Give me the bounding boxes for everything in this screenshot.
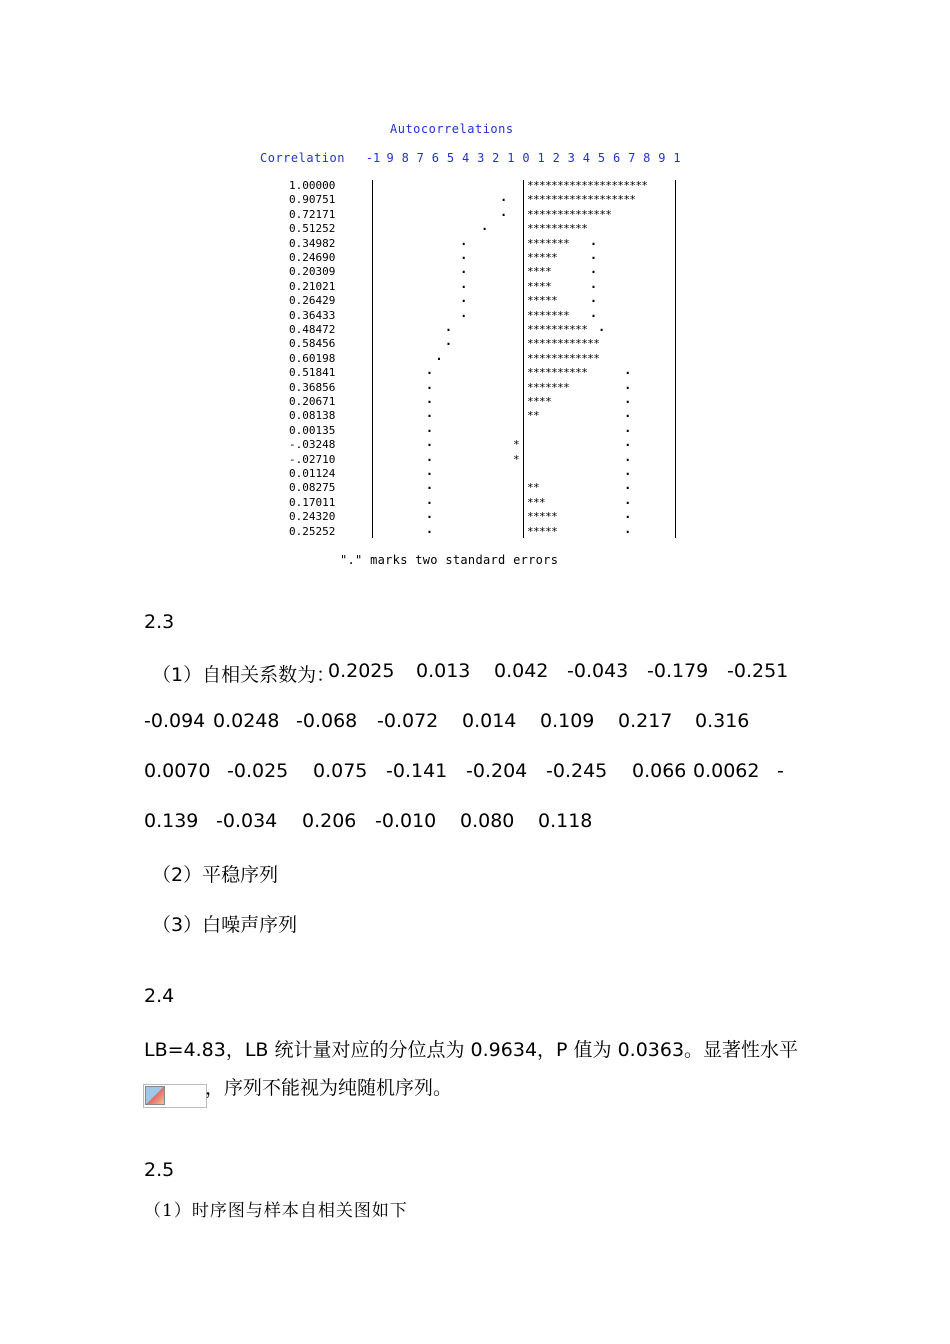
acf-se-mark: . <box>425 464 434 478</box>
section-heading-2-4: 2.4 <box>144 985 175 1007</box>
acf-row-bar: ***** <box>527 294 558 308</box>
acf-row-bar: ************ <box>527 337 600 351</box>
acf-se-mark: . <box>624 507 632 522</box>
acf-row-bar: ************** <box>527 207 612 221</box>
acf-scale-tick: 3 <box>477 151 485 165</box>
acf-value: 0.217 <box>618 710 673 732</box>
acf-se-mark: . <box>425 377 434 392</box>
acf-value: - <box>777 760 784 782</box>
acf-value: -0.179 <box>647 660 709 682</box>
acf-row-value: 0.08138 <box>289 409 336 423</box>
q3-answer: （3）白噪声序列 <box>152 914 298 936</box>
acf-row-value: 0.00135 <box>289 423 336 437</box>
acf-row-value: 0.51841 <box>289 366 336 380</box>
q1-figure-caption: （1）时序图与样本自相关图如下 <box>144 1201 408 1221</box>
acf-row-value: 0.34982 <box>289 236 336 250</box>
acf-se-mark: . <box>425 449 434 464</box>
acf-se-mark: . <box>425 492 434 507</box>
acf-value: 0.139 <box>144 810 199 832</box>
acf-value: 0.0070 <box>144 760 211 782</box>
acf-row-value: 0.48472 <box>289 323 336 336</box>
acf-se-mark: . <box>425 363 434 378</box>
acf-se-mark: . <box>624 464 632 478</box>
acf-se-mark: . <box>444 334 453 349</box>
acf-row-value: 0.72171 <box>289 207 336 221</box>
acf-row-value: 0.25252 <box>289 524 336 538</box>
q1-label: （1）自相关系数为： <box>152 664 336 686</box>
acf-se-mark: . <box>425 406 434 421</box>
acf-value: -0.025 <box>227 760 289 782</box>
acf-se-mark: . <box>460 248 468 262</box>
acf-scale-tick: 1 <box>537 151 545 165</box>
acf-se-mark: . <box>425 521 434 536</box>
acf-value: 0.316 <box>695 710 750 732</box>
acf-correlation-header: Correlation <box>260 151 345 165</box>
acf-row-bar: ******* <box>527 308 570 322</box>
acf-se-mark: . <box>460 291 468 306</box>
acf-row-value: -.02710 <box>289 452 336 466</box>
acf-scale-tick: 1 <box>673 151 681 165</box>
acf-row-bar: *** <box>527 495 546 509</box>
acf-value: 0.109 <box>540 710 595 732</box>
acf-row-value: 0.20671 <box>289 395 336 408</box>
acf-value: 0.042 <box>494 660 549 682</box>
acf-row-bar: ***** <box>527 251 558 264</box>
acf-scale-tick: 4 <box>582 151 590 165</box>
acf-se-mark: . <box>589 248 598 262</box>
acf-scale-tick: 9 <box>658 151 666 165</box>
acf-row-value: 0.24320 <box>289 510 336 524</box>
acf-zero-axis <box>523 180 524 538</box>
acf-se-mark: . <box>624 492 632 507</box>
acf-row-value: 0.51252 <box>289 222 336 236</box>
acf-se-mark: . <box>624 435 632 450</box>
acf-scale-tick: 6 <box>431 151 439 165</box>
acf-value: 0.080 <box>460 810 515 832</box>
acf-se-mark: . <box>460 276 468 291</box>
acf-row-value: 0.90751 <box>289 193 336 207</box>
acf-row-bar: ********** <box>527 222 588 236</box>
acf-se-mark: . <box>589 305 598 320</box>
acf-row-value: 0.36433 <box>289 308 336 322</box>
acf-row-value: 0.20309 <box>289 265 336 279</box>
acf-se-mark: . <box>624 478 632 493</box>
acf-row-value: 0.36856 <box>289 380 336 394</box>
acf-value: 0.0248 <box>213 710 280 732</box>
acf-value: -0.094 <box>144 710 206 732</box>
acf-row-value: 0.58456 <box>289 337 336 351</box>
acf-scale-tick: 9 <box>386 151 394 165</box>
acf-row-value: 0.60198 <box>289 351 336 365</box>
acf-value: 0.066 <box>632 760 687 782</box>
acf-row-bar: ********** <box>527 323 588 336</box>
acf-row-bar: ******* <box>527 380 570 394</box>
broken-image-icon <box>145 1086 165 1105</box>
acf-value: 0.014 <box>462 710 517 732</box>
acf-row-bar: **** <box>527 395 552 408</box>
autocorrelation-plot <box>0 0 950 580</box>
acf-se-mark: . <box>425 507 434 522</box>
acf-value: -0.245 <box>546 760 608 782</box>
acf-row-bar: ************ <box>527 351 600 365</box>
acf-se-mark: . <box>624 420 632 435</box>
acf-scale-tick: 5 <box>446 151 455 165</box>
acf-scale-tick: 2 <box>552 151 560 165</box>
acf-se-mark: . <box>481 219 489 234</box>
acf-row-value: 0.01124 <box>289 467 336 480</box>
acf-row-bar: **** <box>527 279 552 293</box>
acf-se-mark: . <box>589 276 598 291</box>
lb-conclusion-text: ，序列不能视为纯随机序列。 <box>205 1077 453 1099</box>
acf-row-bar: ***** <box>527 510 558 524</box>
acf-se-mark: . <box>589 233 598 248</box>
acf-scale-tick: 4 <box>461 151 470 165</box>
acf-row-bar: * <box>513 452 520 466</box>
acf-left-border <box>372 180 373 538</box>
acf-value: -0.141 <box>386 760 448 782</box>
acf-row-bar: ** <box>527 409 540 423</box>
acf-scale-tick: 7 <box>628 151 636 165</box>
acf-row-bar: ***** <box>527 524 558 538</box>
section-heading-2-5: 2.5 <box>144 1159 175 1181</box>
acf-value: 0.075 <box>313 760 368 782</box>
acf-se-mark: . <box>589 262 598 277</box>
acf-row-bar: ******* <box>527 236 570 250</box>
acf-row-value: -.03248 <box>289 438 336 452</box>
acf-value: -0.204 <box>466 760 528 782</box>
acf-scale-tick: 8 <box>401 151 409 165</box>
acf-scale-tick: 1 <box>507 151 515 165</box>
acf-right-border <box>675 180 676 538</box>
acf-se-mark: . <box>460 262 468 277</box>
acf-row-value: 1.00000 <box>289 179 336 192</box>
acf-se-mark: . <box>624 521 632 536</box>
acf-row-bar: **** <box>527 265 552 279</box>
acf-row-value: 0.24690 <box>289 251 336 264</box>
lb-statistic-text: LB=4.83，LB 统计量对应的分位点为 0.9634，P 值为 0.0363。显著性水平 <box>144 1039 799 1061</box>
acf-value: -0.010 <box>375 810 437 832</box>
acf-se-mark: . <box>425 420 434 435</box>
acf-value: -0.072 <box>377 710 439 732</box>
acf-row-bar: * <box>513 438 520 452</box>
acf-value: 0.0062 <box>693 760 760 782</box>
acf-se-mark: . <box>460 233 468 248</box>
acf-se-mark: . <box>624 406 632 421</box>
q2-answer: （2）平稳序列 <box>152 864 279 886</box>
acf-se-mark: . <box>425 435 434 450</box>
acf-scale-tick: 7 <box>416 151 424 165</box>
acf-scale-tick: 6 <box>612 151 621 165</box>
acf-row-bar: ****************** <box>527 193 636 207</box>
acf-se-mark: . <box>500 204 508 219</box>
acf-se-mark: . <box>435 348 443 363</box>
acf-se-mark: . <box>460 305 468 320</box>
acf-se-mark: . <box>500 190 508 205</box>
acf-value: -0.251 <box>727 660 789 682</box>
acf-value: -0.034 <box>216 810 278 832</box>
acf-se-mark: . <box>624 392 632 406</box>
acf-value: -0.043 <box>567 660 629 682</box>
acf-value: 0.2025 <box>328 660 395 682</box>
acf-value: 0.118 <box>538 810 593 832</box>
acf-scale-tick: 2 <box>492 151 500 165</box>
acf-row-bar: ********** <box>527 366 588 380</box>
acf-title: Autocorrelations <box>390 122 514 136</box>
acf-value: 0.013 <box>416 660 471 682</box>
acf-scale-tick: 0 <box>522 151 530 165</box>
acf-se-mark: . <box>624 363 632 378</box>
acf-row-bar: ******************** <box>527 179 648 192</box>
acf-row-value: 0.08275 <box>289 481 336 495</box>
acf-scale-tick: 8 <box>643 151 651 165</box>
acf-se-mark: . <box>425 392 434 406</box>
acf-row-value: 0.17011 <box>289 495 336 509</box>
acf-se-mark: . <box>624 449 632 464</box>
acf-value: 0.206 <box>302 810 357 832</box>
formula-image-placeholder <box>143 1084 207 1108</box>
acf-se-mark: . <box>624 377 632 392</box>
acf-note: "." marks two standard errors <box>340 553 559 567</box>
acf-se-mark: . <box>444 320 453 334</box>
acf-row-value: 0.21021 <box>289 279 336 293</box>
section-heading-2-3: 2.3 <box>144 611 175 633</box>
acf-se-mark: . <box>598 320 606 334</box>
acf-row-value: 0.26429 <box>289 294 336 308</box>
acf-scale-tick: -1 <box>365 151 381 165</box>
acf-row-bar: ** <box>527 481 540 495</box>
acf-scale-tick: 5 <box>597 151 606 165</box>
acf-value: -0.068 <box>296 710 358 732</box>
acf-scale-tick: 3 <box>567 151 575 165</box>
acf-se-mark: . <box>425 478 434 493</box>
acf-se-mark: . <box>589 291 598 306</box>
